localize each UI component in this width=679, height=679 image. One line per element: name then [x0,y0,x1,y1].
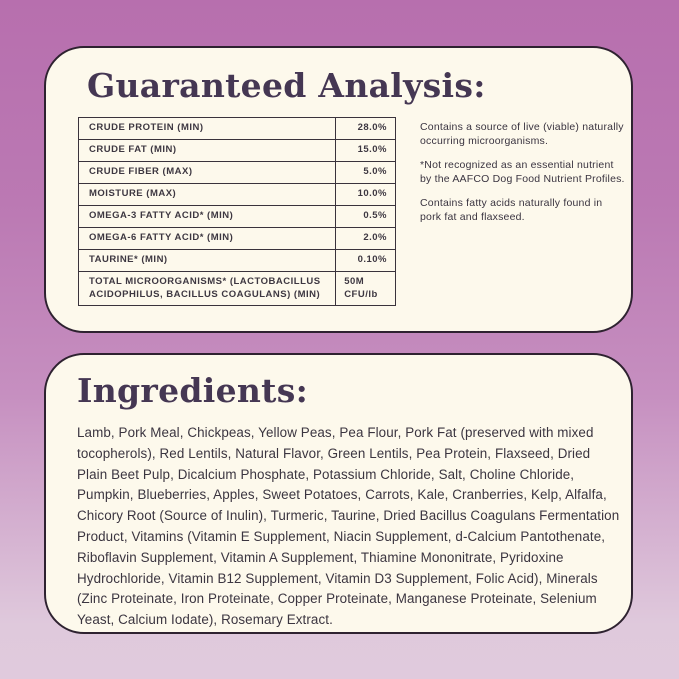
analysis-row-value: 0.10% [336,250,396,272]
analysis-row-value: 50M CFU/lb [336,272,396,306]
ingredients-card [44,353,633,634]
analysis-row-value: 28.0% [336,118,396,140]
analysis-row-label: MOISTURE (MAX) [79,184,336,206]
analysis-table-row [79,250,396,272]
analysis-table-row [79,272,396,306]
guaranteed-analysis-title: Guaranteed Analysis: [87,66,486,105]
ingredients-list-text: Lamb, Pork Meal, Chickpeas, Yellow Peas, Pea Flour, Pork Fat (preserved with mixed tocopherols), Red Lentils, Natural Flavor, Green Lentils, Pea Protein, Flaxseed, Dried Plain Beet Pulp, Dicalcium Phosphate, Potassium Chloride, Salt, Choline Chloride, Pumpkin, Blueberries, Apples, Sweet Potatoes, Carrots, Kale, Cranberries, Kelp, Alfalfa, Chicory Root (Source of Inulin), Turmeric, Taurine, Dried Bacillus Coagulans Fermentation Product, Vitamins (Vitamin E Supplement, Niacin Supplement, d-Calcium Pantothenate, Riboflavin Supplement, Vitamin A Supplement, Thiamine Mononitrate, Pyridoxine Hydrochloride, Vitamin B12 Supplement, Vitamin D3 Supplement, Folic Acid), Minerals (Zinc Proteinate, Iron Proteinate, Copper Proteinate, Manganese Proteinate, Selenium Yeast, Calcium Iodate), Rosemary Extract. [77,425,620,628]
analysis-table-row [79,184,396,206]
analysis-row-value: 0.5% [336,206,396,228]
guaranteed-analysis-card [44,46,633,333]
analysis-row-label: TOTAL MICROORGANISMS* (LACTOBACILLUS ACIDOPHILUS, BACILLUS COAGULANS) (MIN) [79,272,336,306]
analysis-row-label: CRUDE FIBER (MAX) [79,162,336,184]
analysis-table [78,117,396,306]
analysis-row-label: OMEGA-3 FATTY ACID* (MIN) [79,206,336,228]
analysis-row-label: OMEGA-6 FATTY ACID* (MIN) [79,228,336,250]
ingredients-title: Ingredients: [77,371,309,410]
analysis-row-value: 5.0% [336,162,396,184]
analysis-table-row [79,162,396,184]
analysis-table-row [79,228,396,250]
analysis-notes [420,120,625,234]
analysis-row-label: TAURINE* (MIN) [79,250,336,272]
analysis-row-value: 10.0% [336,184,396,206]
analysis-table-row [79,140,396,162]
analysis-row-label: CRUDE PROTEIN (MIN) [79,118,336,140]
note-live-microorganisms: Contains a source of live (viable) naturally occurring microorganisms. [420,121,624,147]
analysis-table-body [79,118,396,306]
analysis-row-value: 15.0% [336,140,396,162]
analysis-table-row [79,118,396,140]
analysis-table-row [79,206,396,228]
analysis-row-value: 2.0% [336,228,396,250]
note-fatty-acids: Contains fatty acids naturally found in pork fat and flaxseed. [420,197,603,223]
note-aafco-disclaimer: *Not recognized as an essential nutrient by the AAFCO Dog Food Nutrient Profiles. [420,159,625,185]
analysis-row-label: CRUDE FAT (MIN) [79,140,336,162]
